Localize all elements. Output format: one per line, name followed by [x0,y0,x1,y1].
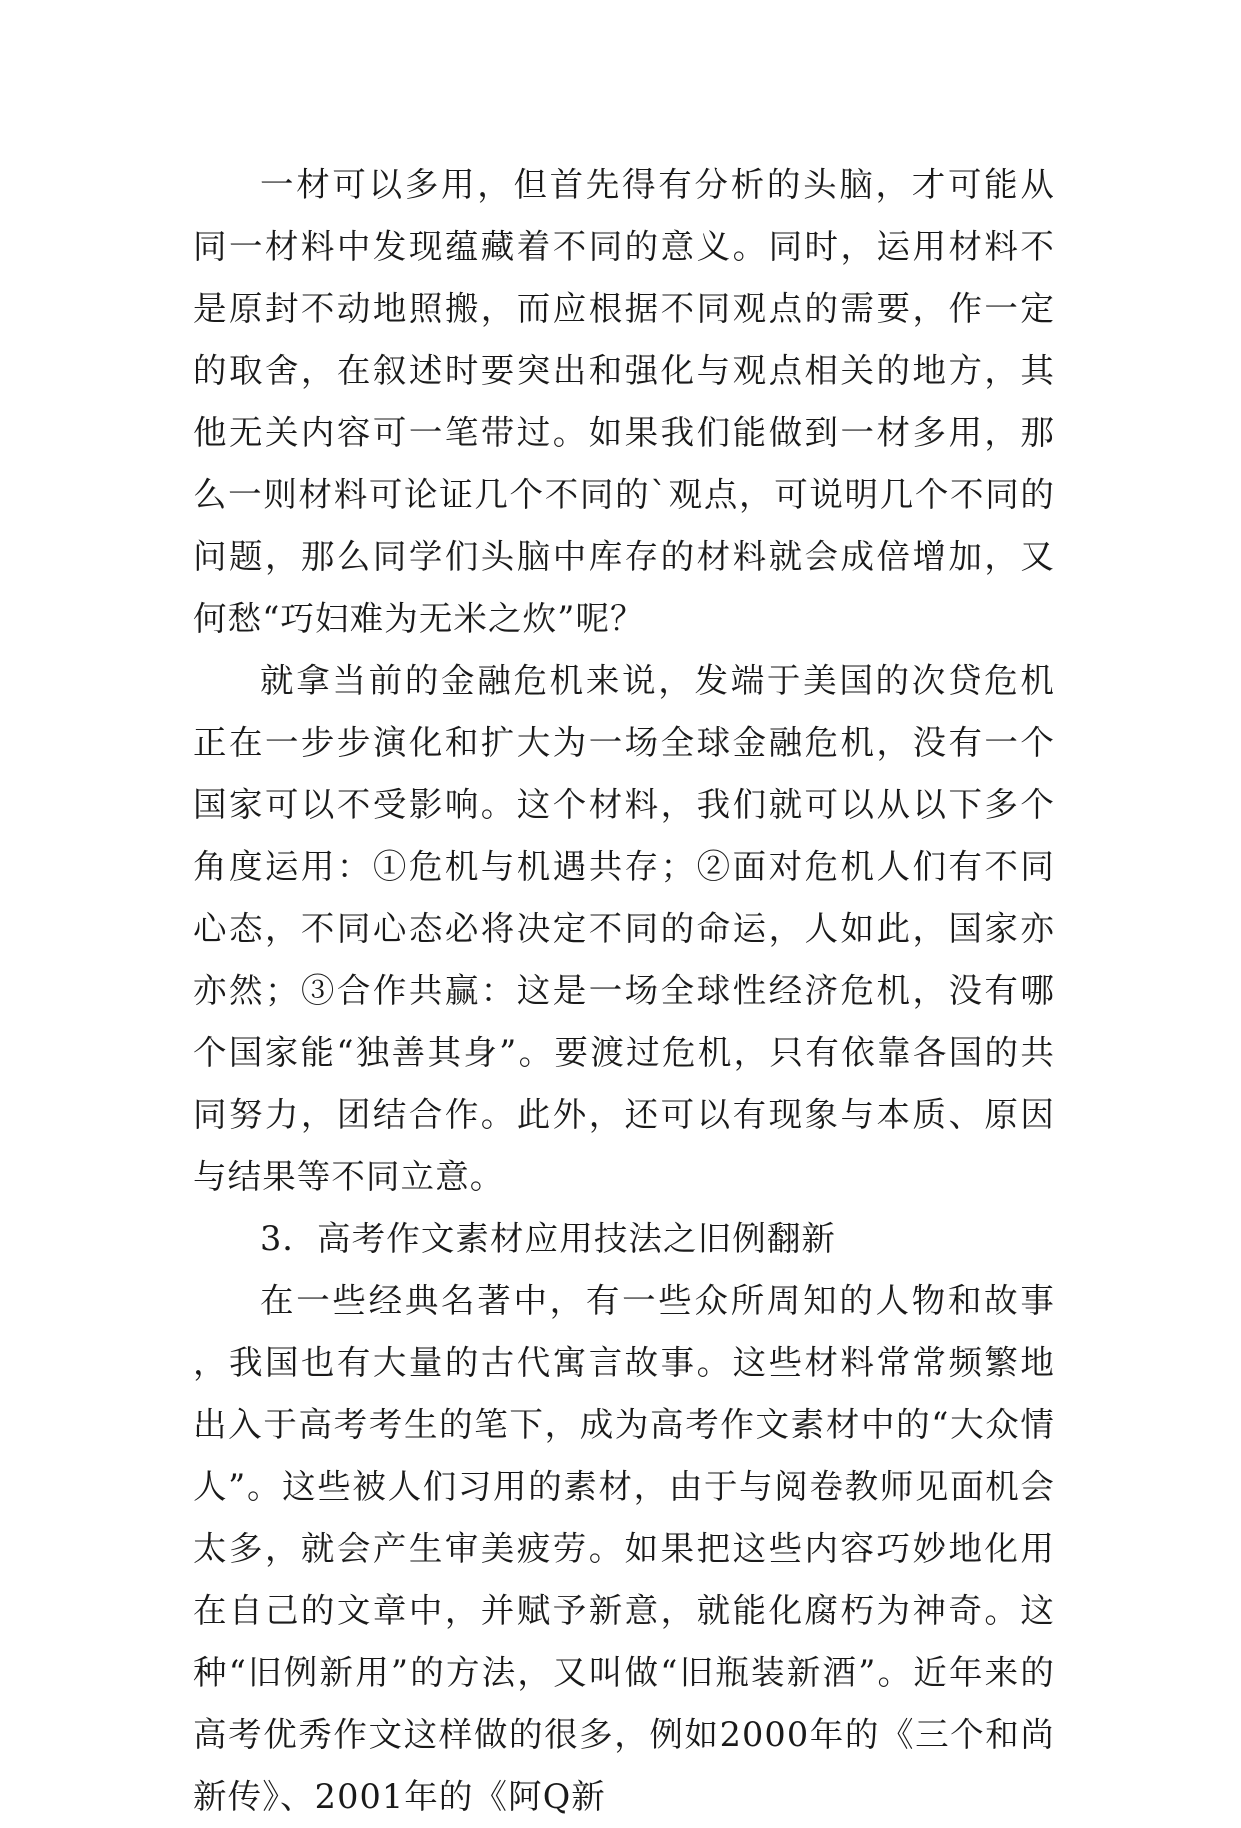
paragraph-one-material-multiple-uses: 一材可以多用，但首先得有分析的头脑，才可能从同一材料中发现蕴藏着不同的意义。同时，运用材料不是原封不动地照搬，而应根据不同观点的需要，作一定的取舍，在叙述时要突出和强化与观点相关的地方，其他无关内容可一笔带过。如果我们能做到一材多用，那么一则材料可论证几个不同的`观点，可说明几个不同的问题，那么同学们头脑中库存的材料就会成倍增加，又何愁“巧妇难为无米之炊”呢？ [193,165,1055,638]
section-heading: 3．高考作文素材应用技法之旧例翻新 [260,1219,837,1258]
document-body [193,154,1055,1828]
paragraph-old-examples-renewed: 在一些经典名著中，有一些众所周知的人物和故事，我国也有大量的古代寓言故事。这些材料常常频繁地出入于高考考生的笔下，成为高考作文素材中的“大众情人”。这些被人们习用的素材，由于与阅卷教师见面机会太多，就会产生审美疲劳。如果把这些内容巧妙地化用在自己的文章中，并赋予新意，就能化腐朽为神奇。这种“旧例新用”的方法，又叫做“旧瓶装新酒”。近年来的高考优秀作文这样做的很多，例如2000年的《三个和尚新传》、2001年的《阿Q新 [193,1281,1055,1816]
paragraph-financial-crisis-example: 就拿当前的金融危机来说，发端于美国的次贷危机正在一步步演化和扩大为一场全球金融危机，没有一个国家可以不受影响。这个材料，我们就可以从以下多个角度运用：①危机与机遇共存；②面对危机人们有不同心态，不同心态必将决定不同的命运，人如此，国家亦亦然；③合作共赢：这是一场全球性经济危机，没有哪个国家能“独善其身”。要渡过危机，只有依靠各国的共同努力，团结合作。此外，还可以有现象与本质、原因与结果等不同立意。 [193,661,1055,1196]
